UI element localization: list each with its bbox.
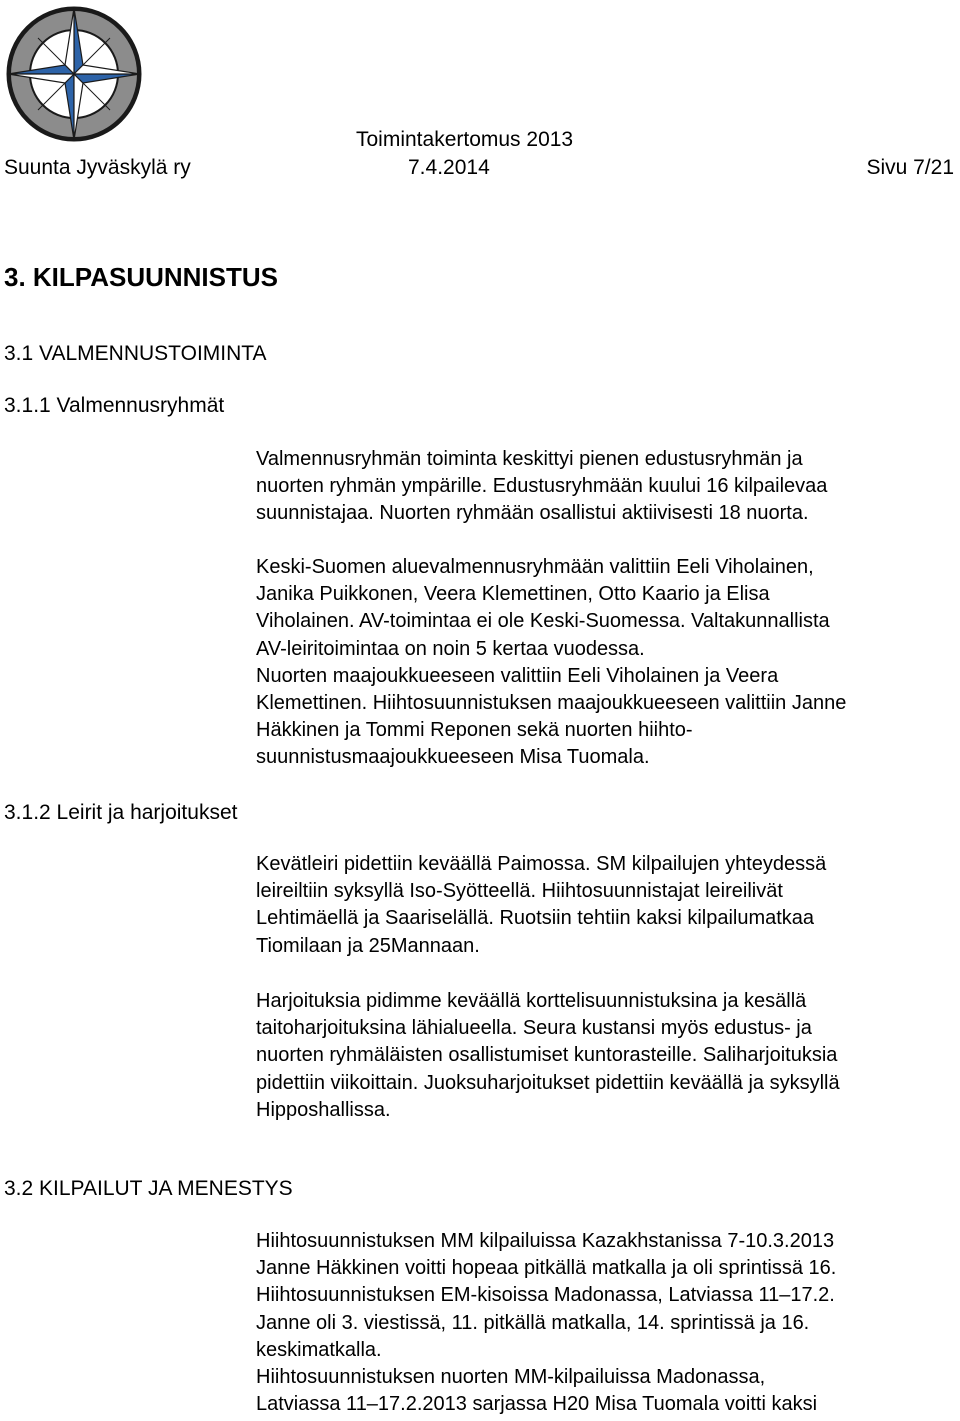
text-line: Valmennusryhmän toiminta keskittyi pienen edustusryhmän ja [256, 448, 803, 470]
text-line: Janne Häkkinen voitti hopeaa pitkällä matkalla ja oli sprintissä 16. [256, 1257, 837, 1280]
paragraph-valmennus-2 [256, 554, 960, 772]
text-line: Janne oli 3. viestissä, 11. pitkällä matkalla, 14. sprintissä ja 16. [256, 1311, 810, 1334]
text-line: Keski-Suomen aluevalmennusryhmään valittiin Eeli Viholainen, [256, 556, 814, 578]
paragraph-leirit-2 [256, 988, 960, 1124]
text-line: Latviassa 11–17.2.2013 sarjassa H20 Misa Tuomala voitti kaksi [256, 1393, 818, 1416]
heading-kilpailut-menestys: 3.2 KILPAILUT JA MENESTYS [4, 1177, 293, 1200]
text-line: Hiihtosuunnistuksen nuorten MM-kilpailuissa Madonassa, [256, 1366, 766, 1389]
heading-kilpasuunnistus: 3. KILPASUUNNISTUS [4, 262, 278, 292]
text-line: nuorten ryhmäläisten osallistumiset kuntorasteille. Saliharjoituksia [256, 1044, 838, 1067]
text-line: Hiihtosuunnistuksen MM kilpailuissa Kazakhstanissa 7-10.3.2013 [256, 1230, 835, 1252]
text-line: leireiltiin syksyllä Iso-Syötteellä. Hiihtosuunnistajat leireilivät [256, 880, 783, 903]
text-line: suunnistusmaajoukkueeseen Misa Tuomala. [256, 746, 650, 769]
text-line: AV-leiritoimintaa on noin 5 kertaa vuodessa. [256, 637, 645, 660]
heading-leirit-harjoitukset: 3.1.2 Leirit ja harjoitukset [4, 801, 238, 824]
text-line: nuorten ryhmän ympärille. Edustusryhmään kuului 16 kilpailevaa [256, 475, 828, 498]
compass-rose-logo [4, 4, 144, 144]
document-date: 7.4.2014 [408, 156, 490, 179]
text-line: Nuorten maajoukkueeseen valittiin Eeli Viholainen ja Veera [256, 664, 779, 687]
text-line: Hipposhallissa. [256, 1098, 391, 1121]
text-line: Kevätleiri pidettiin keväällä Paimossa. SM kilpailujen yhteydessä [256, 853, 827, 875]
text-line: pidettiin viikoittain. Juoksuharjoitukset pidettiin keväällä ja syksyllä [256, 1071, 840, 1094]
heading-valmennusryhmat: 3.1.1 Valmennusryhmät [4, 394, 225, 417]
text-line: suunnistajaa. Nuorten ryhmään osallistui aktiivisesti 18 nuorta. [256, 502, 809, 525]
text-line: keskimatkalla. [256, 1338, 382, 1361]
text-line: Harjoituksia pidimme keväällä korttelisuunnistuksina ja kesällä [256, 990, 807, 1012]
text-line: Lehtimäellä ja Saariselällä. Ruotsiin tehtiin kaksi kilpailumatkaa [256, 907, 815, 930]
text-line: Hiihtosuunnistuksen EM-kisoissa Madonassa, Latviassa 11–17.2. [256, 1284, 835, 1307]
heading-valmennustoiminta: 3.1 VALMENNUSTOIMINTA [4, 342, 267, 365]
text-line: Klemettinen. Hiihtosuunnistuksen maajoukkueeseen valittiin Janne [256, 692, 847, 715]
text-line: Janika Puikkonen, Veera Klemettinen, Otto Kaario ja Elisa [256, 583, 770, 606]
text-line: Viholainen. AV-toimintaa ei ole Keski-Suomessa. Valtakunnallista [256, 610, 830, 633]
paragraph-kilpailut-1 [256, 1228, 960, 1418]
organization-name: Suunta Jyväskylä ry [4, 156, 191, 179]
page-number: Sivu 7/21 [866, 156, 954, 179]
document-title: Toimintakertomus 2013 [356, 128, 574, 151]
text-line: Tiomilaan ja 25Mannaan. [256, 934, 480, 957]
paragraph-valmennus-1 [256, 446, 960, 528]
paragraph-leirit-1 [256, 851, 960, 960]
text-line: taitoharjoituksina lähialueella. Seura kustansi myös edustus- ja [256, 1017, 812, 1040]
text-line: Häkkinen ja Tommi Reponen sekä nuorten hiihto- [256, 719, 693, 742]
